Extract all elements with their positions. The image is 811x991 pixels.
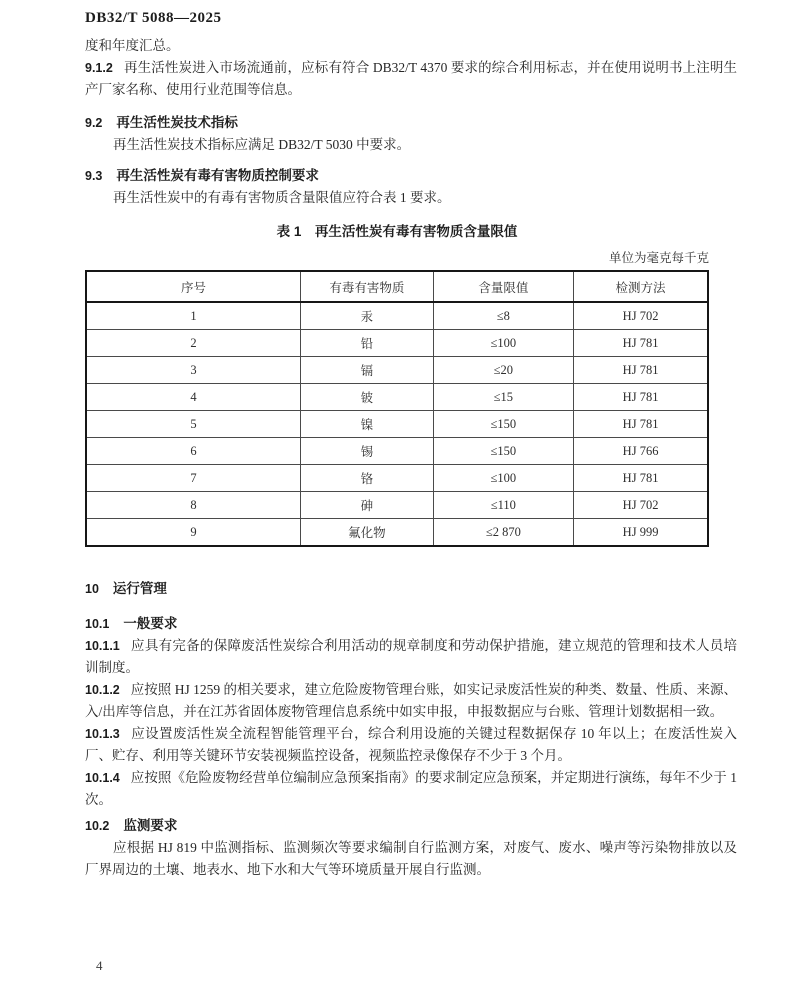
page-number: 4 — [96, 958, 103, 973]
table-1-unit-note: 单位为毫克每千克 — [608, 251, 709, 265]
cell-substance: 氟化物 — [301, 519, 433, 547]
cell-limit: ≤150 — [433, 411, 574, 438]
table-1-caption: 表 1 再生活性炭有毒有害物质含量限值 — [276, 224, 518, 239]
clause-10-1-1 — [85, 635, 737, 679]
table-row — [86, 330, 708, 357]
cell-limit: ≤8 — [433, 302, 574, 330]
clause-text: 再生活性炭进入市场流通前，应标有符合 DB32/T 4370 要求的综合利用标志，并在使用说明书上注明生产厂家名称、使用行业范围等信息。 — [85, 60, 737, 97]
cell-substance: 铬 — [301, 465, 433, 492]
heading-title: 再生活性炭有毒有害物质控制要求 — [116, 168, 319, 183]
cell-substance: 铅 — [301, 330, 433, 357]
cell-substance: 镉 — [301, 357, 433, 384]
paragraph-9-3: 再生活性炭中的有毒有害物质含量限值应符合表 1 要求。 — [113, 190, 451, 205]
cell-seq: 4 — [86, 384, 301, 411]
cell-limit: ≤2 870 — [433, 519, 574, 547]
cell-method: HJ 781 — [574, 357, 708, 384]
cell-seq: 5 — [86, 411, 301, 438]
paragraph-9-2: 再生活性炭技术指标应满足 DB32/T 5030 中要求。 — [113, 137, 411, 152]
table-row — [86, 438, 708, 465]
column-header: 含量限值 — [433, 271, 574, 302]
clause-9-1-2 — [85, 57, 737, 101]
heading-title: 运行管理 — [112, 581, 167, 596]
cell-method: HJ 702 — [574, 302, 708, 330]
cell-limit: ≤100 — [433, 465, 574, 492]
cell-substance: 锡 — [301, 438, 433, 465]
heading-10-1 — [85, 613, 737, 635]
clause-text: 应具有完备的保障废活性炭综合利用活动的规章制度和劳动保护措施，建立规范的管理和技术人员培训制度。 — [85, 638, 737, 675]
table-1-block — [85, 221, 709, 547]
heading-10-2 — [85, 815, 737, 837]
table-row — [86, 357, 708, 384]
column-header: 有毒有害物质 — [301, 271, 433, 302]
clause-number: 10.1.3 — [85, 727, 120, 741]
standard-number: DB32/T 5088—2025 — [85, 10, 222, 26]
cell-method: HJ 781 — [574, 384, 708, 411]
cell-seq: 7 — [86, 465, 301, 492]
carryover-paragraph: 度和年度汇总。 — [85, 38, 180, 53]
heading-9-2 — [85, 112, 737, 134]
clause-text: 应按照《危险废物经营单位编制应急预案指南》的要求制定应急预案，并定期进行演练，每年不少于 1 次。 — [85, 770, 737, 807]
cell-method: HJ 702 — [574, 492, 708, 519]
cell-substance: 铍 — [301, 384, 433, 411]
table-row — [86, 519, 708, 547]
clause-text: 应设置废活性炭全流程智能管理平台，综合利用设施的关键过程数据保存 10 年以上；在废活性炭入厂、贮存、利用等关键环节安装视频监控设备，视频监控录像保存不少于 3 个月。 — [85, 726, 737, 763]
heading-9-3 — [85, 165, 737, 187]
cell-method: HJ 766 — [574, 438, 708, 465]
table-1 — [85, 270, 709, 547]
cell-seq: 1 — [86, 302, 301, 330]
cell-substance: 镍 — [301, 411, 433, 438]
paragraph-10-2: 应根据 HJ 819 中监测指标、监测频次等要求编制自行监测方案，对废气、废水、噪声等污染物排放以及厂界周边的土壤、地表水、地下水和大气等环境质量开展自行监测。 — [85, 840, 737, 877]
table-row — [86, 411, 708, 438]
clause-number: 10.1.1 — [85, 639, 120, 653]
heading-number: 10.2 — [85, 819, 110, 833]
cell-substance: 砷 — [301, 492, 433, 519]
column-header: 检测方法 — [574, 271, 708, 302]
cell-limit: ≤15 — [433, 384, 574, 411]
cell-seq: 2 — [86, 330, 301, 357]
cell-seq: 8 — [86, 492, 301, 519]
clause-10-1-3 — [85, 723, 737, 767]
table-row — [86, 384, 708, 411]
cell-method: HJ 999 — [574, 519, 708, 547]
cell-limit: ≤110 — [433, 492, 574, 519]
clause-text: 应按照 HJ 1259 的相关要求，建立危险废物管理台账，如实记录废活性炭的种类、数量、性质、来源、入/出库等信息，并在江苏省固体废物管理信息系统中如实申报，申报数据应与台账、管理计划数据相一致。 — [85, 682, 737, 719]
table-row — [86, 302, 708, 330]
cell-substance: 汞 — [301, 302, 433, 330]
clause-number: 10.1.4 — [85, 771, 120, 785]
table-row — [86, 492, 708, 519]
heading-title: 监测要求 — [123, 818, 178, 833]
cell-method: HJ 781 — [574, 330, 708, 357]
heading-title: 再生活性炭技术指标 — [116, 115, 238, 130]
cell-method: HJ 781 — [574, 411, 708, 438]
heading-title: 一般要求 — [123, 616, 178, 631]
cell-limit: ≤100 — [433, 330, 574, 357]
clause-number: 10.1.2 — [85, 683, 120, 697]
heading-number: 10.1 — [85, 617, 110, 631]
clause-10-1-4 — [85, 767, 737, 811]
column-header: 序号 — [86, 271, 301, 302]
cell-seq: 9 — [86, 519, 301, 547]
heading-10 — [85, 578, 737, 600]
cell-limit: ≤150 — [433, 438, 574, 465]
heading-number: 9.2 — [85, 116, 103, 130]
table-header-row — [86, 271, 708, 302]
cell-seq: 6 — [86, 438, 301, 465]
clause-10-1-2 — [85, 679, 737, 723]
clause-number: 9.1.2 — [85, 61, 113, 75]
document-body — [85, 35, 737, 881]
heading-number: 10 — [85, 582, 99, 596]
table-row — [86, 465, 708, 492]
cell-seq: 3 — [86, 357, 301, 384]
cell-limit: ≤20 — [433, 357, 574, 384]
heading-number: 9.3 — [85, 169, 103, 183]
cell-method: HJ 781 — [574, 465, 708, 492]
